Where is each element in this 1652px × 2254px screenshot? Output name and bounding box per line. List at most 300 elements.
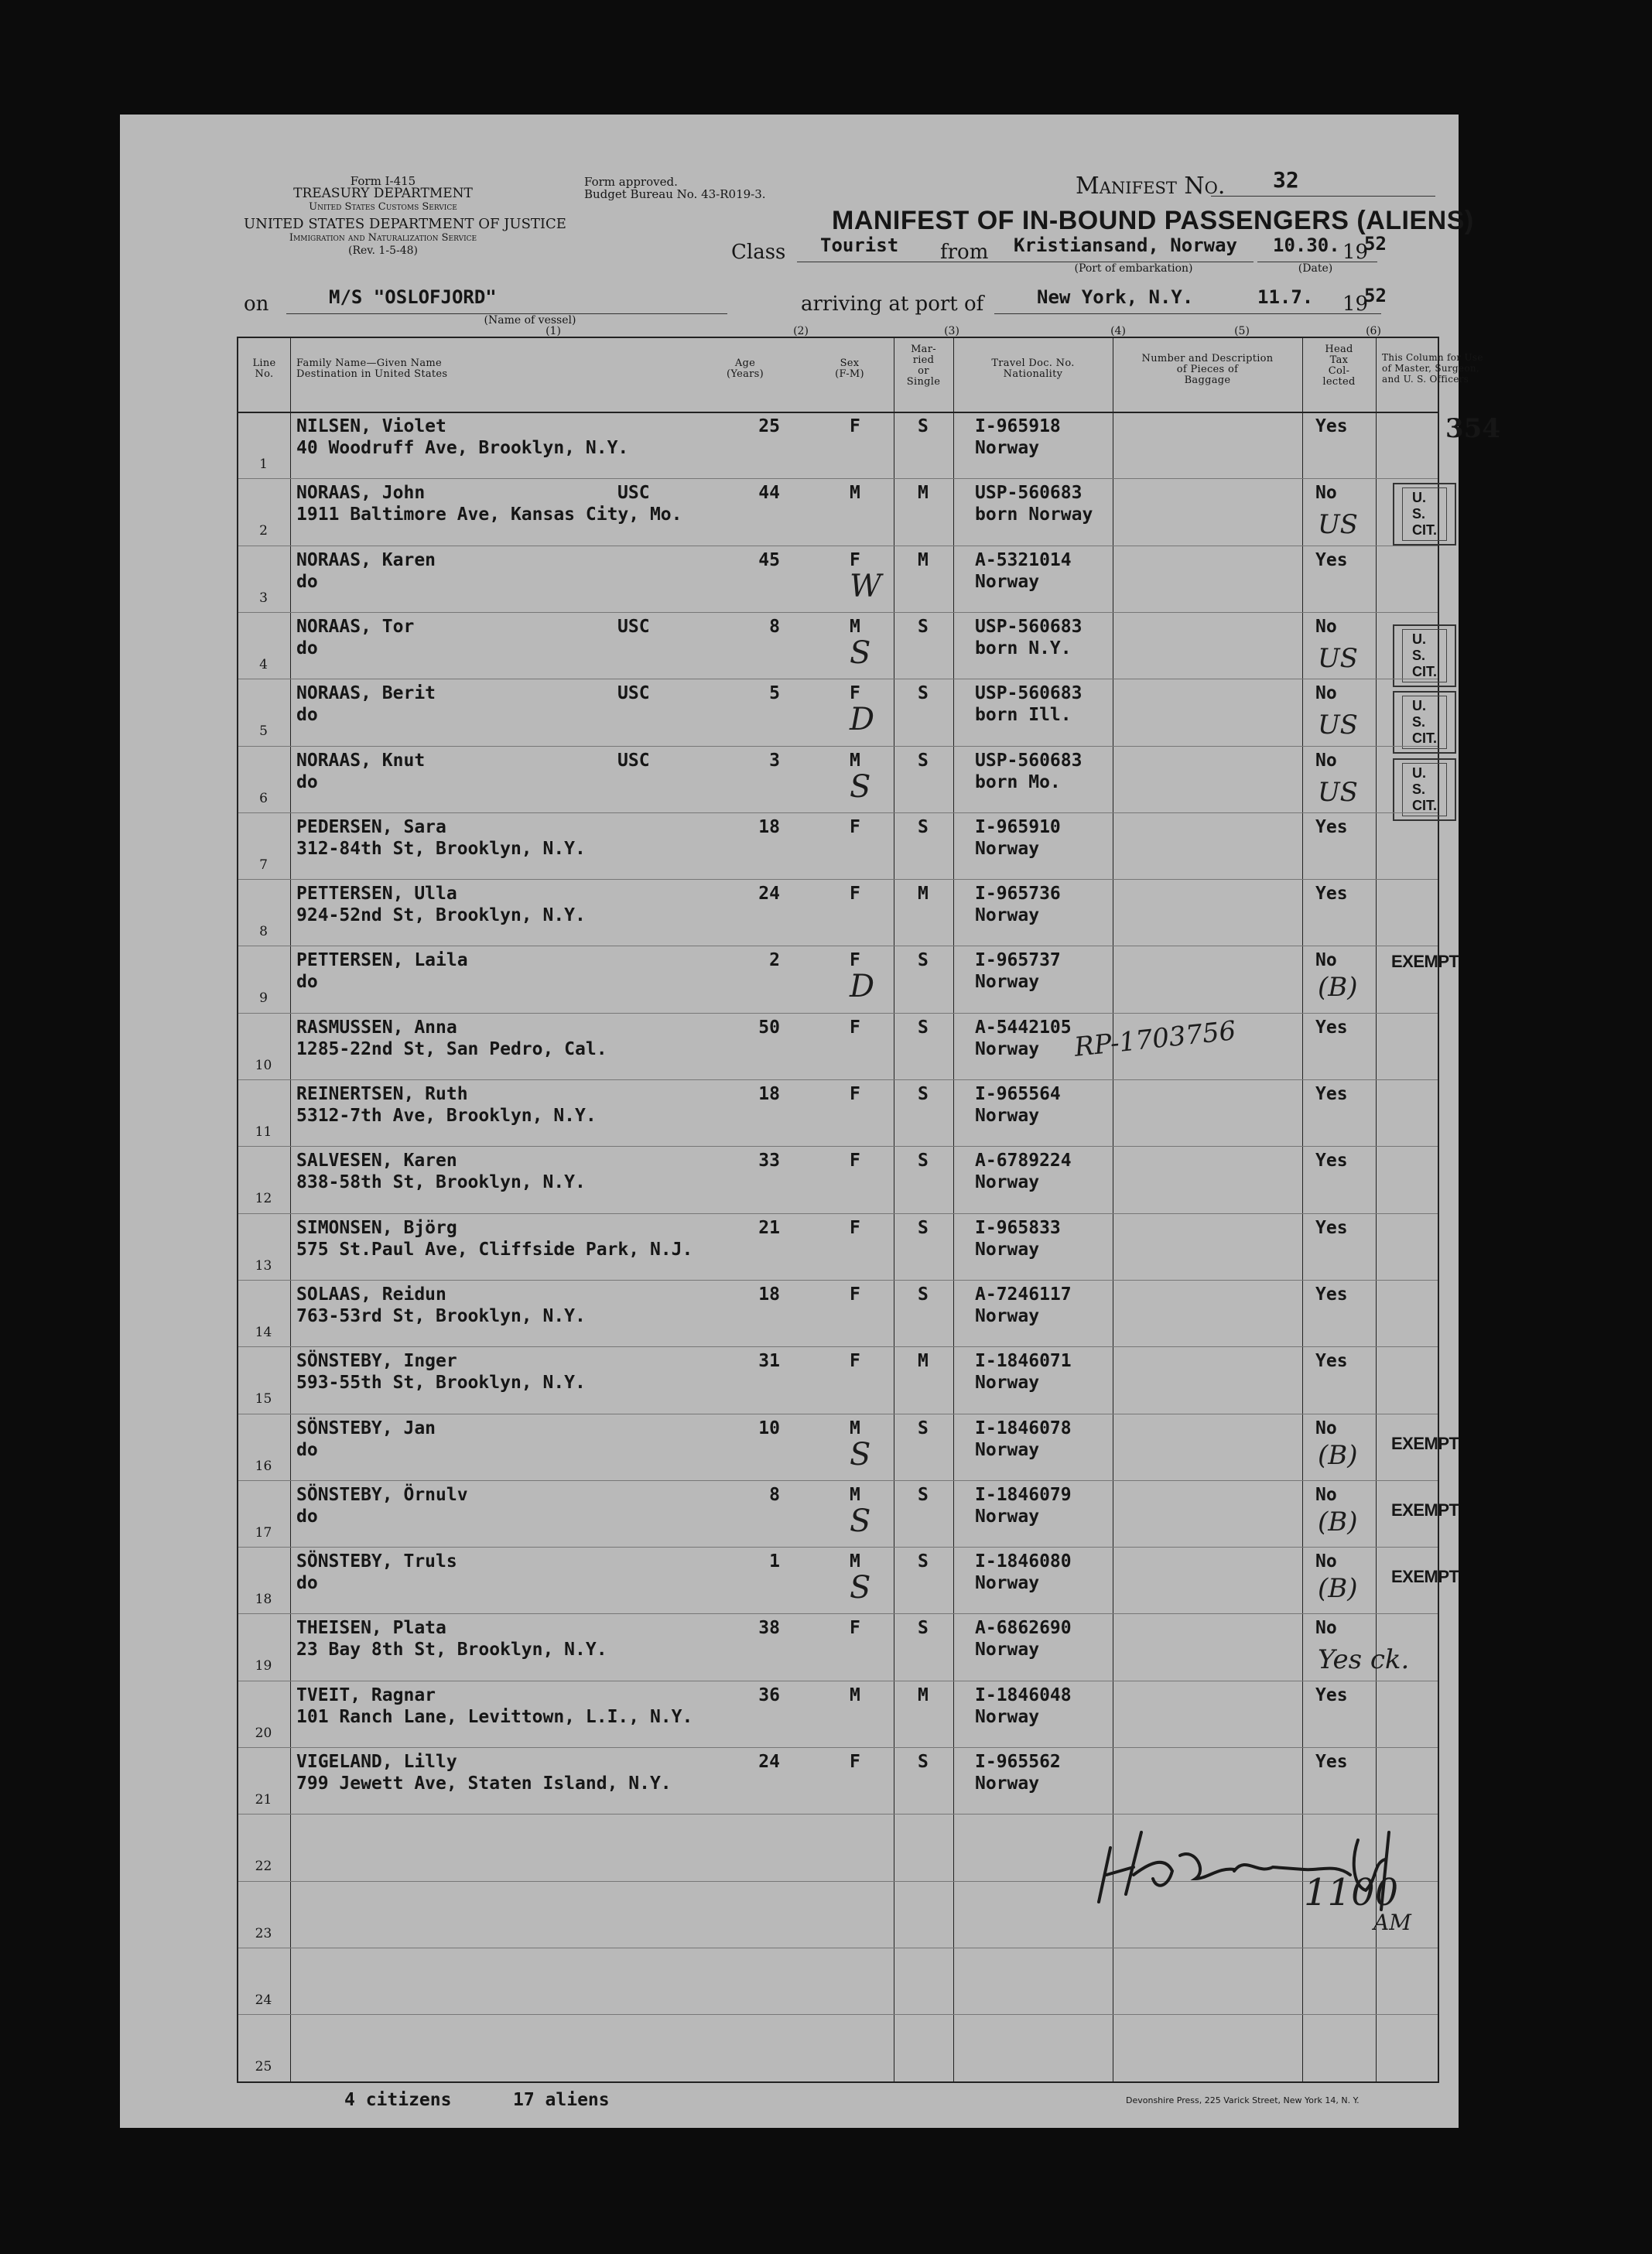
head-tax-handwritten-note: US bbox=[1318, 776, 1358, 808]
travel-doc-number: A-5442105 bbox=[975, 1017, 1072, 1038]
col-num-4: (4) bbox=[1110, 325, 1126, 337]
us-citizen-stamp-text: U. S. CIT. bbox=[1402, 696, 1447, 749]
nationality: Norway bbox=[975, 972, 1040, 993]
line-number: 21 bbox=[255, 1792, 272, 1808]
marital-status: S bbox=[918, 1618, 929, 1639]
row-divider bbox=[238, 1280, 1438, 1281]
us-citizen-stamp bbox=[1393, 483, 1456, 546]
header-baggage: Number and Description of Pieces of Baggage bbox=[1141, 353, 1274, 386]
head-tax-handwritten-note: US bbox=[1318, 642, 1358, 674]
travel-doc-number: I-1846078 bbox=[975, 1418, 1072, 1438]
marital-status: S bbox=[918, 1151, 929, 1171]
usc-marker: USC bbox=[617, 483, 650, 504]
marital-status: S bbox=[918, 1284, 929, 1305]
ins-service: Immigration and Naturalization Service bbox=[289, 232, 477, 244]
marital-status: S bbox=[918, 816, 929, 837]
age: 8 bbox=[769, 1484, 780, 1505]
table-row bbox=[238, 1414, 1459, 1480]
age: 50 bbox=[758, 1017, 780, 1038]
line-number: 5 bbox=[259, 723, 268, 740]
manifest-sheet bbox=[120, 115, 1500, 2128]
head-tax: No bbox=[1315, 1551, 1337, 1572]
head-tax: No bbox=[1315, 683, 1337, 704]
table-row bbox=[238, 1681, 1438, 1747]
sex-handwritten-note: W bbox=[850, 568, 882, 604]
sex-handwritten-note: S bbox=[850, 1436, 871, 1472]
form-approved: Form approved. bbox=[584, 175, 678, 189]
travel-doc-number: USP-560683 bbox=[975, 616, 1083, 637]
line-number: 24 bbox=[255, 1992, 272, 2008]
embarkation-year: 52 bbox=[1364, 233, 1387, 255]
head-tax-handwritten-note: US bbox=[1318, 509, 1358, 541]
head-tax: No bbox=[1315, 750, 1337, 771]
table-row bbox=[238, 612, 1438, 679]
destination: do bbox=[296, 705, 318, 726]
age: 21 bbox=[758, 1217, 780, 1238]
nationality: Norway bbox=[975, 1773, 1040, 1794]
arrival-year-prefix: 19 bbox=[1342, 292, 1369, 316]
table-row bbox=[238, 879, 1438, 946]
destination: 838-58th St, Brooklyn, N.Y. bbox=[296, 1172, 586, 1193]
vessel-name: M/S "OSLOFJORD" bbox=[329, 286, 497, 308]
age: 3 bbox=[769, 750, 780, 771]
head-tax-handwritten-note: Yes ck. bbox=[1318, 1644, 1410, 1676]
passenger-name: TVEIT, Ragnar bbox=[296, 1685, 436, 1705]
nationality: Norway bbox=[975, 1305, 1040, 1326]
passenger-name: NORAAS, Berit bbox=[296, 683, 436, 704]
sex: M bbox=[850, 1685, 860, 1705]
age: 36 bbox=[758, 1685, 780, 1705]
age: 33 bbox=[758, 1151, 780, 1171]
sex: F bbox=[850, 884, 860, 905]
budget-bureau: Budget Bureau No. 43-R019-3. bbox=[584, 187, 766, 201]
nationality: Norway bbox=[975, 1640, 1040, 1661]
printer-imprint: Devonshire Press, 225 Varick Street, New York 14, N. Y. bbox=[1126, 2095, 1360, 2105]
row-divider bbox=[238, 1480, 1438, 1481]
line-number: 6 bbox=[259, 790, 268, 806]
line-number: 9 bbox=[259, 990, 268, 1007]
row-divider bbox=[238, 1346, 1438, 1347]
head-tax: Yes bbox=[1315, 549, 1348, 570]
sex: F bbox=[850, 416, 860, 436]
nationality: born N.Y. bbox=[975, 638, 1072, 658]
on-label: on bbox=[244, 292, 269, 316]
from-label: from bbox=[940, 241, 989, 264]
page-title: MANIFEST OF IN-BOUND PASSENGERS (ALIENS) bbox=[832, 206, 1474, 235]
head-tax-handwritten-note: (B) bbox=[1318, 972, 1358, 1004]
head-tax-handwritten-note: US bbox=[1318, 710, 1358, 741]
head-tax-handwritten-note: (B) bbox=[1318, 1439, 1358, 1471]
nationality: born Ill. bbox=[975, 705, 1072, 726]
destination: 23 Bay 8th St, Brooklyn, N.Y. bbox=[296, 1640, 607, 1661]
doc-handwritten-note: RP-1703756 bbox=[1072, 1014, 1238, 1063]
row-divider bbox=[238, 1146, 1438, 1147]
age: 38 bbox=[758, 1618, 780, 1639]
destination: 1285-22nd St, San Pedro, Cal. bbox=[296, 1038, 607, 1059]
sex: F bbox=[850, 1017, 860, 1038]
sex-handwritten-note: S bbox=[850, 634, 871, 671]
header-name: Family Name—Given Name Destination in United States bbox=[296, 357, 448, 380]
age: 24 bbox=[758, 1752, 780, 1772]
passenger-name: RASMUSSEN, Anna bbox=[296, 1017, 457, 1038]
marital-status: S bbox=[918, 416, 929, 436]
head-tax: No bbox=[1315, 1618, 1337, 1639]
header-married: Mar- ried or Single bbox=[906, 344, 941, 388]
destination: 575 St.Paul Ave, Cliffside Park, N.J. bbox=[296, 1239, 693, 1260]
class-label: Class bbox=[731, 241, 786, 264]
aliens-count: 17 aliens bbox=[513, 2090, 610, 2110]
head-tax: Yes bbox=[1315, 1351, 1348, 1372]
usc-marker: USC bbox=[617, 750, 650, 771]
passenger-name: REINERTSEN, Ruth bbox=[296, 1084, 468, 1104]
table-row bbox=[238, 1948, 1438, 2014]
line-number: 18 bbox=[255, 1592, 272, 1608]
head-tax-handwritten-note: (B) bbox=[1318, 1506, 1358, 1537]
table-row bbox=[238, 2014, 1438, 2081]
us-citizen-stamp bbox=[1393, 691, 1456, 754]
passenger-name: SÖNSTEBY, Truls bbox=[296, 1551, 457, 1572]
marital-status: S bbox=[918, 750, 929, 771]
nationality: Norway bbox=[975, 838, 1040, 859]
port-of-embarkation: Kristiansand, Norway bbox=[1014, 234, 1237, 256]
passenger-name: SÖNSTEBY, Inger bbox=[296, 1351, 457, 1372]
marital-status: S bbox=[918, 950, 929, 971]
us-citizen-stamp-text: U. S. CIT. bbox=[1402, 487, 1447, 541]
sex-handwritten-note: S bbox=[850, 1570, 871, 1606]
sex: F bbox=[850, 1618, 860, 1639]
line-number: 11 bbox=[255, 1124, 272, 1140]
nationality: Norway bbox=[975, 1706, 1040, 1727]
exempt-stamp: EXEMPT bbox=[1391, 952, 1459, 972]
head-tax: No bbox=[1315, 616, 1337, 637]
row-divider bbox=[238, 2014, 1438, 2015]
marital-status: M bbox=[918, 549, 929, 570]
travel-doc-number: USP-560683 bbox=[975, 750, 1083, 771]
destination: 40 Woodruff Ave, Brooklyn, N.Y. bbox=[296, 438, 629, 458]
head-tax: Yes bbox=[1315, 1217, 1348, 1238]
destination: 1911 Baltimore Ave, Kansas City, Mo. bbox=[296, 504, 682, 525]
head-tax: Yes bbox=[1315, 884, 1348, 905]
table-row bbox=[238, 812, 1438, 879]
head-tax: Yes bbox=[1315, 816, 1348, 837]
age: 25 bbox=[758, 416, 780, 436]
sex: M bbox=[850, 1551, 860, 1572]
row-divider bbox=[238, 879, 1438, 880]
row-divider bbox=[238, 1613, 1438, 1614]
travel-doc-number: A-6862690 bbox=[975, 1618, 1072, 1639]
marital-status: M bbox=[918, 1685, 929, 1705]
date-caption: (Date) bbox=[1298, 262, 1333, 275]
age: 45 bbox=[758, 549, 780, 570]
table-row bbox=[238, 412, 1500, 478]
sex: F bbox=[850, 683, 860, 704]
form-number: Form I-415 bbox=[350, 174, 416, 188]
header-officers: This Column for Use of Master, Surgeon, and U. S. Officers bbox=[1382, 352, 1483, 385]
passenger-name: NORAAS, Tor bbox=[296, 616, 415, 637]
age: 2 bbox=[769, 950, 780, 971]
sex: M bbox=[850, 1484, 860, 1505]
sex: M bbox=[850, 1418, 860, 1438]
passenger-name: SÖNSTEBY, Jan bbox=[296, 1418, 436, 1438]
arriving-label: arriving at port of bbox=[801, 292, 984, 316]
head-tax: Yes bbox=[1315, 1685, 1348, 1705]
usc-marker: USC bbox=[617, 616, 650, 637]
col-num-1: (1) bbox=[546, 325, 561, 337]
justice-dept: UNITED STATES DEPARTMENT OF JUSTICE bbox=[244, 216, 566, 232]
row-divider bbox=[238, 1013, 1438, 1014]
age: 18 bbox=[758, 1284, 780, 1305]
travel-doc-number: I-1846048 bbox=[975, 1685, 1072, 1705]
travel-doc-number: I-965736 bbox=[975, 884, 1061, 905]
head-tax: No bbox=[1315, 483, 1337, 504]
destination: 5312-7th Ave, Brooklyn, N.Y. bbox=[296, 1106, 597, 1126]
us-citizen-stamp bbox=[1393, 624, 1456, 687]
line-number: 8 bbox=[259, 924, 268, 940]
customs-service: United States Customs Service bbox=[309, 201, 457, 213]
passenger-name: NORAAS, John bbox=[296, 483, 426, 504]
sex: F bbox=[850, 816, 860, 837]
line-number: 2 bbox=[259, 523, 268, 539]
sex: F bbox=[850, 1217, 860, 1238]
travel-doc-number: I-965564 bbox=[975, 1084, 1061, 1104]
head-tax: No bbox=[1315, 1418, 1337, 1438]
age: 8 bbox=[769, 616, 780, 637]
marital-status: S bbox=[918, 1017, 929, 1038]
col-num-2: (2) bbox=[793, 325, 809, 337]
marital-status: M bbox=[918, 1351, 929, 1372]
row-divider bbox=[238, 746, 1438, 747]
sex: F bbox=[850, 1151, 860, 1171]
header-sex: Sex (F-M) bbox=[835, 357, 864, 380]
nationality: born Norway bbox=[975, 504, 1093, 525]
table-row bbox=[238, 679, 1438, 745]
table-row bbox=[238, 1480, 1459, 1547]
sex: F bbox=[850, 950, 860, 971]
nationality: Norway bbox=[975, 1239, 1040, 1260]
marital-status: S bbox=[918, 1484, 929, 1505]
destination: 312-84th St, Brooklyn, N.Y. bbox=[296, 838, 586, 859]
line-number: 16 bbox=[255, 1458, 272, 1474]
revision: (Rev. 1-5-48) bbox=[348, 245, 418, 257]
us-citizen-stamp-text: U. S. CIT. bbox=[1402, 763, 1447, 816]
nationality: Norway bbox=[975, 438, 1040, 458]
sex: M bbox=[850, 750, 860, 771]
destination: do bbox=[296, 571, 318, 592]
table-row bbox=[238, 946, 1459, 1012]
time-suffix: AM bbox=[1373, 1910, 1411, 1935]
line-number: 17 bbox=[255, 1524, 272, 1541]
us-citizen-stamp bbox=[1393, 758, 1456, 821]
citizens-count: 4 citizens bbox=[344, 2090, 452, 2110]
nationality: Norway bbox=[975, 1439, 1040, 1460]
travel-doc-number: I-965737 bbox=[975, 950, 1061, 971]
nationality: Norway bbox=[975, 1573, 1040, 1594]
nationality: Norway bbox=[975, 571, 1040, 592]
row-divider bbox=[238, 812, 1438, 813]
row-divider bbox=[238, 612, 1438, 613]
sex: M bbox=[850, 616, 860, 637]
travel-doc-number: A-5321014 bbox=[975, 549, 1072, 570]
sex-handwritten-note: S bbox=[850, 1503, 871, 1539]
destination: do bbox=[296, 1573, 318, 1594]
travel-doc-number: A-6789224 bbox=[975, 1151, 1072, 1171]
manifest-number: 32 bbox=[1273, 167, 1299, 193]
table-row bbox=[238, 1613, 1438, 1680]
passenger-name: NORAAS, Karen bbox=[296, 549, 436, 570]
col-num-5: (5) bbox=[1234, 325, 1250, 337]
travel-doc-number: I-965833 bbox=[975, 1217, 1061, 1238]
header-travel-doc: Travel Doc. No. Nationality bbox=[991, 357, 1075, 380]
age: 1 bbox=[769, 1551, 780, 1572]
age: 18 bbox=[758, 1084, 780, 1104]
sex: M bbox=[850, 483, 860, 504]
passenger-name: PETTERSEN, Laila bbox=[296, 950, 468, 971]
line-number: 13 bbox=[255, 1257, 272, 1274]
age: 5 bbox=[769, 683, 780, 704]
travel-doc-number: I-965562 bbox=[975, 1752, 1061, 1772]
arrival-port: New York, N.Y. bbox=[1037, 286, 1194, 308]
travel-doc-number: I-1846079 bbox=[975, 1484, 1072, 1505]
table-row bbox=[238, 1146, 1438, 1213]
exempt-stamp: EXEMPT bbox=[1391, 1500, 1459, 1520]
vessel-caption: (Name of vessel) bbox=[484, 314, 576, 327]
destination: do bbox=[296, 771, 318, 792]
manifest-label: Manifest No. bbox=[1076, 173, 1226, 200]
table-row bbox=[238, 746, 1438, 812]
header-age: Age (Years) bbox=[726, 357, 764, 380]
header-head-tax: Head Tax Col- lected bbox=[1322, 344, 1356, 388]
table-row bbox=[238, 1280, 1438, 1346]
age: 44 bbox=[758, 483, 780, 504]
destination: 101 Ranch Lane, Levittown, L.I., N.Y. bbox=[296, 1706, 693, 1727]
arrival-date: 11.7. bbox=[1257, 286, 1314, 308]
passenger-name: SALVESEN, Karen bbox=[296, 1151, 457, 1171]
sex-handwritten-note: S bbox=[850, 768, 871, 805]
line-number: 20 bbox=[255, 1725, 272, 1741]
class-value: Tourist bbox=[820, 234, 899, 256]
col-num-3: (3) bbox=[944, 325, 959, 337]
nationality: Norway bbox=[975, 1373, 1040, 1394]
line-number: 4 bbox=[259, 656, 268, 672]
marital-status: S bbox=[918, 1217, 929, 1238]
travel-doc-number: USP-560683 bbox=[975, 683, 1083, 704]
table-row bbox=[238, 1213, 1438, 1280]
line-number: 3 bbox=[259, 590, 268, 606]
travel-doc-number: I-1846071 bbox=[975, 1351, 1072, 1372]
nationality: Norway bbox=[975, 1506, 1040, 1527]
destination: 799 Jewett Ave, Staten Island, N.Y. bbox=[296, 1773, 672, 1794]
arrival-year: 52 bbox=[1364, 285, 1387, 306]
sex: F bbox=[850, 1284, 860, 1305]
destination: 763-53rd St, Brooklyn, N.Y. bbox=[296, 1305, 586, 1326]
line-number: 10 bbox=[255, 1057, 272, 1073]
travel-doc-number: I-965918 bbox=[975, 416, 1061, 436]
nationality: Norway bbox=[975, 1106, 1040, 1126]
destination: do bbox=[296, 638, 318, 658]
nationality: Norway bbox=[975, 1172, 1040, 1193]
destination: do bbox=[296, 972, 318, 993]
marital-status: S bbox=[918, 683, 929, 704]
age: 10 bbox=[758, 1418, 780, 1438]
col-num-6: (6) bbox=[1366, 325, 1381, 337]
passenger-name: VIGELAND, Lilly bbox=[296, 1752, 457, 1772]
nationality: Norway bbox=[975, 1038, 1040, 1059]
usc-marker: USC bbox=[617, 683, 650, 704]
embark-year-prefix: 19 bbox=[1342, 241, 1369, 264]
head-tax: Yes bbox=[1315, 1752, 1348, 1772]
travel-doc-number: I-965910 bbox=[975, 816, 1061, 837]
head-tax: Yes bbox=[1315, 1284, 1348, 1305]
passenger-name: THEISEN, Plata bbox=[296, 1618, 446, 1639]
header-line-no: Line No. bbox=[252, 357, 276, 380]
travel-doc-number: USP-560683 bbox=[975, 483, 1083, 504]
head-tax: Yes bbox=[1315, 1084, 1348, 1104]
marital-status: M bbox=[918, 483, 929, 504]
passenger-name: SOLAAS, Reidun bbox=[296, 1284, 446, 1305]
head-tax: No bbox=[1315, 1484, 1337, 1505]
table-row bbox=[238, 478, 1438, 545]
line-number: 25 bbox=[255, 2059, 272, 2075]
line-number: 15 bbox=[255, 1391, 272, 1407]
head-tax: Yes bbox=[1315, 1151, 1348, 1171]
marital-status: S bbox=[918, 1418, 929, 1438]
treasury-dept: TREASURY DEPARTMENT bbox=[293, 186, 473, 201]
nationality: Norway bbox=[975, 905, 1040, 926]
passenger-name: SIMONSEN, Björg bbox=[296, 1217, 457, 1238]
sex: F bbox=[850, 1752, 860, 1772]
line-number: 7 bbox=[259, 857, 268, 873]
passenger-name: SÖNSTEBY, Örnulv bbox=[296, 1484, 468, 1505]
age: 31 bbox=[758, 1351, 780, 1372]
line-number: 19 bbox=[255, 1658, 272, 1674]
sex-handwritten-note: D bbox=[850, 969, 875, 1005]
age: 18 bbox=[758, 816, 780, 837]
us-citizen-stamp-text: U. S. CIT. bbox=[1402, 629, 1447, 682]
line-number: 12 bbox=[255, 1191, 272, 1207]
line-number: 23 bbox=[255, 1925, 272, 1941]
marital-status: S bbox=[918, 616, 929, 637]
marital-status: S bbox=[918, 1084, 929, 1104]
destination: do bbox=[296, 1506, 318, 1527]
table-row bbox=[238, 1346, 1438, 1413]
destination: 924-52nd St, Brooklyn, N.Y. bbox=[296, 905, 586, 926]
row-divider bbox=[238, 1213, 1438, 1214]
row-divider bbox=[238, 1747, 1438, 1748]
destination: 593-55th St, Brooklyn, N.Y. bbox=[296, 1373, 586, 1394]
line-number: 14 bbox=[255, 1324, 272, 1340]
row-divider bbox=[238, 478, 1438, 479]
nationality: born Mo. bbox=[975, 771, 1061, 792]
travel-doc-number: I-1846080 bbox=[975, 1551, 1072, 1572]
passenger-name: NORAAS, Knut bbox=[296, 750, 426, 771]
marital-status: S bbox=[918, 1752, 929, 1772]
table-row bbox=[238, 1013, 1438, 1079]
table-row bbox=[238, 546, 1438, 612]
head-tax: No bbox=[1315, 950, 1337, 971]
destination: do bbox=[296, 1439, 318, 1460]
age: 24 bbox=[758, 884, 780, 905]
table-row bbox=[238, 1079, 1438, 1146]
head-tax: Yes bbox=[1315, 1017, 1348, 1038]
travel-doc-number: A-7246117 bbox=[975, 1284, 1072, 1305]
head-tax-handwritten-note: (B) bbox=[1318, 1573, 1358, 1605]
line-number: 1 bbox=[259, 457, 268, 472]
head-tax: Yes bbox=[1315, 416, 1348, 436]
embarkation-date: 10.30. bbox=[1273, 234, 1340, 256]
line-number: 22 bbox=[255, 1859, 272, 1875]
sex: F bbox=[850, 1084, 860, 1104]
port-embark-caption: (Port of embarkation) bbox=[1074, 262, 1193, 275]
